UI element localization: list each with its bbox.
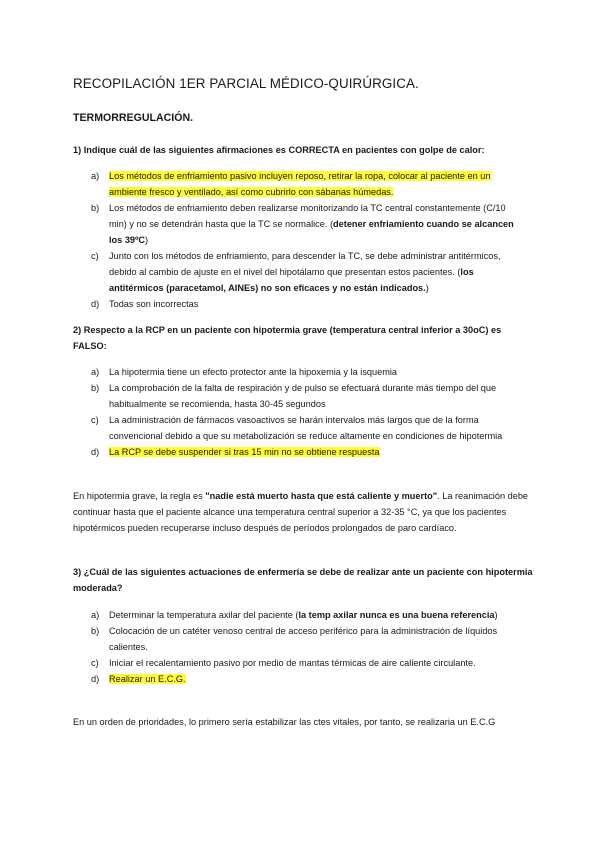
- q3-option-b: [91, 623, 523, 655]
- q3-option-a-end: ): [494, 610, 498, 620]
- question-1-options: [91, 168, 521, 312]
- q3-option-c: [91, 655, 523, 671]
- q3-option-a: [91, 607, 523, 623]
- q2-explanation-bold: "nadie está muerto hasta que está caliente y muerto": [205, 491, 438, 501]
- q1-option-c: [91, 248, 521, 296]
- q1-option-d: [91, 296, 521, 312]
- q2-option-b-text: La comprobación de la falta de respiración y de pulso se efectuará durante más tiempo del que habitualmente se recomienda, hasta 30-45 segundos: [109, 383, 497, 409]
- q1-option-d-text: Todas son incorrectas: [109, 299, 199, 309]
- q1-option-a: [91, 168, 521, 200]
- q1-option-b: [91, 200, 521, 248]
- question-2-options: [91, 364, 523, 460]
- question-3-options: [91, 607, 523, 687]
- q2-explanation-post: . La reanimación debe continuar hasta que el paciente alcance una temperatura central superior a 32-35 °C, ya que los pacientes hipotérmicos pueden recuperarse incluso después de períodos prolongados de paro cardíaco.: [73, 491, 529, 533]
- q1-option-c-bold: los antitérmicos (paracetamol, AINEs) no son eficaces y no están indicados.: [109, 267, 474, 293]
- q1-option-c-end: ): [425, 283, 429, 293]
- option-letter: d): [91, 299, 100, 309]
- option-letter: c): [91, 251, 99, 261]
- q2-option-d-text: La RCP se debe suspender si tras 15 min no se obtiene respuesta: [109, 447, 380, 457]
- q3-explanation: En un orden de prioridades, lo primero sería estabilizar las ctes vitales, por tanto, se realizaria un E.C.G: [73, 717, 496, 727]
- q2-explanation-pre: En hipotermia grave, la regla es: [73, 491, 206, 501]
- q3-option-a-text: Determinar la temperatura axilar del paciente (: [109, 610, 299, 620]
- q1-option-a-text: Los métodos de enfriamiento pasivo incluyen reposo, retirar la ropa, colocar al paciente en un ambiente fresco y ventilado, así como cubrirlo con sábanas húmedas.: [109, 171, 491, 197]
- q2-option-d: [91, 444, 523, 460]
- document-title: RECOPILACIÓN 1ER PARCIAL MÉDICO-QUIRÚRGICA.: [73, 76, 419, 91]
- option-letter: d): [91, 447, 100, 457]
- q3-option-a-bold: la temp axilar nunca es una buena referencia: [298, 610, 495, 620]
- option-letter: b): [91, 626, 100, 636]
- section-heading: TERMORREGULACIÓN.: [73, 112, 194, 124]
- option-letter: a): [91, 367, 100, 377]
- q2-option-b: [91, 380, 523, 412]
- option-letter: d): [91, 674, 100, 684]
- option-letter: c): [91, 415, 99, 425]
- option-letter: b): [91, 203, 100, 213]
- question-2: 2) Respecto a la RCP en un paciente con hipotermia grave (temperatura central inferior a 30oC) es FALSO:: [73, 325, 502, 351]
- question-1: 1) Indique cuál de las siguientes afirmaciones es CORRECTA en pacientes con golpe de calor:: [73, 145, 485, 155]
- option-letter: a): [91, 171, 100, 181]
- option-letter: b): [91, 383, 100, 393]
- q3-option-b-text: Colocación de un catéter venoso central de acceso periférico para la administración de líquidos calientes.: [109, 626, 498, 652]
- q2-option-a: [91, 364, 523, 380]
- q1-option-b-bold: detener enfriamiento cuando se alcancen los 39ºC: [109, 219, 514, 245]
- q3-option-d-text: Realizar un E.C.G.: [109, 674, 186, 684]
- question-3: 3) ¿Cuál de las siguientes actuaciones de enfermería se debe de realizar ante un paciente con hipotermia moderada?: [73, 567, 533, 593]
- q1-option-b-end: ): [145, 235, 149, 245]
- q1-option-b-text: Los métodos de enfriamiento deben realizarse monitorizando la TC central constantemente (C/10 min) y no se detendrán hasta que la TC se normalice. (: [109, 203, 506, 229]
- q2-option-c: [91, 412, 523, 444]
- option-letter: a): [91, 610, 100, 620]
- q3-option-c-text: Iniciar el recalentamiento pasivo por medio de mantas térmicas de aire caliente circulante.: [109, 658, 476, 668]
- q3-option-d: [91, 671, 523, 687]
- q2-option-c-text: La administración de fármacos vasoactivos se harán intervalos más largos que de la forma convencional debido a que su metabolización se reduce altamente en condiciones de hipotermia: [109, 415, 503, 441]
- q2-option-a-text: La hipotermia tiene un efecto protector ante la hipoxemia y la isquemia: [109, 367, 398, 377]
- option-letter: c): [91, 658, 99, 668]
- q1-option-c-text: Junto con los métodos de enfriamiento, para descender la TC, se debe administrar antitérmicos, debido al cambio de ajuste en el nivel del hipotálamo que presentan estos pacientes. (: [109, 251, 501, 277]
- q2-explanation: [73, 488, 535, 536]
